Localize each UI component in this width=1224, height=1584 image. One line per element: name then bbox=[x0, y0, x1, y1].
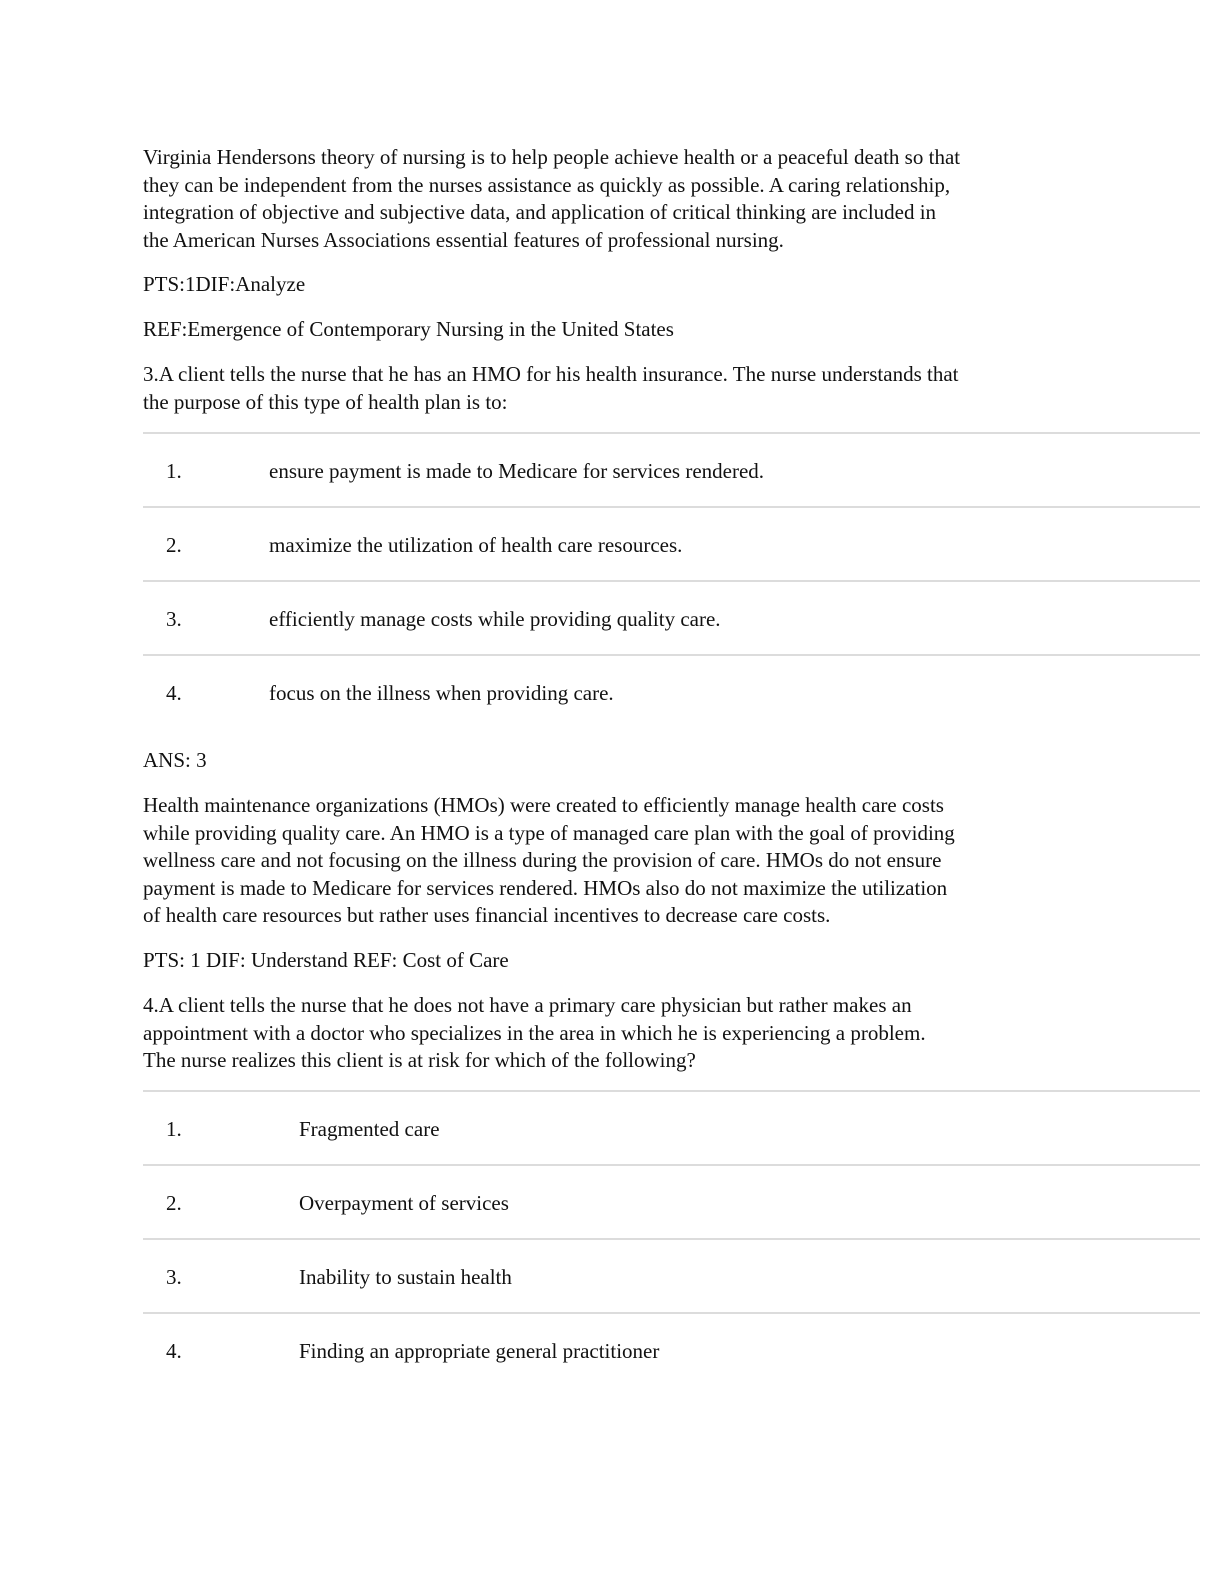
option-text: Inability to sustain health bbox=[299, 1265, 512, 1289]
question-stem-line: The nurse realizes this client is at risk for which of the following? bbox=[143, 1048, 696, 1072]
meta-q3: PTS: 1 DIF: Understand REF: Cost of Care bbox=[143, 948, 509, 972]
table-divider bbox=[143, 654, 1200, 656]
question-4-stem bbox=[143, 992, 1083, 1075]
option-number: 3. bbox=[166, 607, 182, 631]
question-stem-line: 4.A client tells the nurse that he does not have a primary care physician but rather makes an bbox=[143, 993, 912, 1017]
rationale-line: the American Nurses Associations essential features of professional nursing. bbox=[143, 227, 784, 252]
table-divider bbox=[143, 580, 1200, 582]
answer-q3: ANS: 3 bbox=[143, 748, 207, 772]
option-text: focus on the illness when providing care. bbox=[269, 681, 614, 705]
rationale-line: Virginia Hendersons theory of nursing is to help people achieve health or a peaceful death so that bbox=[143, 145, 961, 169]
table-divider bbox=[143, 432, 1200, 434]
option-number: 3. bbox=[166, 1265, 182, 1289]
rationale-line: wellness care and not focusing on the illness during the provision of care. HMOs do not ensure bbox=[143, 848, 942, 872]
option-text: maximize the utilization of health care resources. bbox=[269, 533, 683, 557]
pts-dif-q2: PTS:1DIF:Analyze bbox=[143, 272, 306, 296]
ref-q2: REF:Emergence of Contemporary Nursing in the United States bbox=[143, 317, 674, 341]
rationale-line: Health maintenance organizations (HMOs) were created to efficiently manage health care costs bbox=[143, 793, 944, 817]
rationale-line: while providing quality care. An HMO is a type of managed care plan with the goal of providing bbox=[143, 820, 955, 845]
table-divider bbox=[143, 1164, 1200, 1166]
option-number: 1. bbox=[166, 1117, 182, 1141]
table-divider bbox=[143, 1312, 1200, 1314]
rationale-line: of health care resources but rather uses financial incentives to decrease care costs. bbox=[143, 903, 831, 927]
option-number: 4. bbox=[166, 1339, 182, 1363]
table-divider bbox=[143, 1090, 1200, 1092]
table-divider bbox=[143, 1238, 1200, 1240]
option-number: 4. bbox=[166, 681, 182, 705]
question-stem-line: appointment with a doctor who specializes in the area in which he is experiencing a problem. bbox=[143, 1020, 926, 1045]
rationale-line: payment is made to Medicare for services rendered. HMOs also do not maximize the utilization bbox=[143, 875, 948, 900]
option-text: Finding an appropriate general practitioner bbox=[299, 1339, 660, 1363]
question-stem-line: the purpose of this type of health plan is to: bbox=[143, 389, 508, 414]
rationale-line: they can be independent from the nurses assistance as quickly as possible. A caring relationship, bbox=[143, 172, 951, 197]
question-stem-line: 3.A client tells the nurse that he has an HMO for his health insurance. The nurse understands that bbox=[143, 362, 959, 386]
option-text: Fragmented care bbox=[299, 1117, 440, 1141]
option-text: efficiently manage costs while providing quality care. bbox=[269, 607, 721, 631]
option-number: 1. bbox=[166, 459, 182, 483]
question-3-stem bbox=[143, 361, 1083, 416]
option-number: 2. bbox=[166, 1191, 182, 1215]
option-text: ensure payment is made to Medicare for services rendered. bbox=[269, 459, 765, 483]
option-text: Overpayment of services bbox=[299, 1191, 509, 1215]
option-number: 2. bbox=[166, 533, 182, 557]
rationale-line: integration of objective and subjective data, and application of critical thinking are included in bbox=[143, 200, 937, 224]
rationale-paragraph-q3 bbox=[143, 792, 1083, 930]
table-divider bbox=[143, 506, 1200, 508]
rationale-paragraph-q2 bbox=[143, 144, 1083, 254]
